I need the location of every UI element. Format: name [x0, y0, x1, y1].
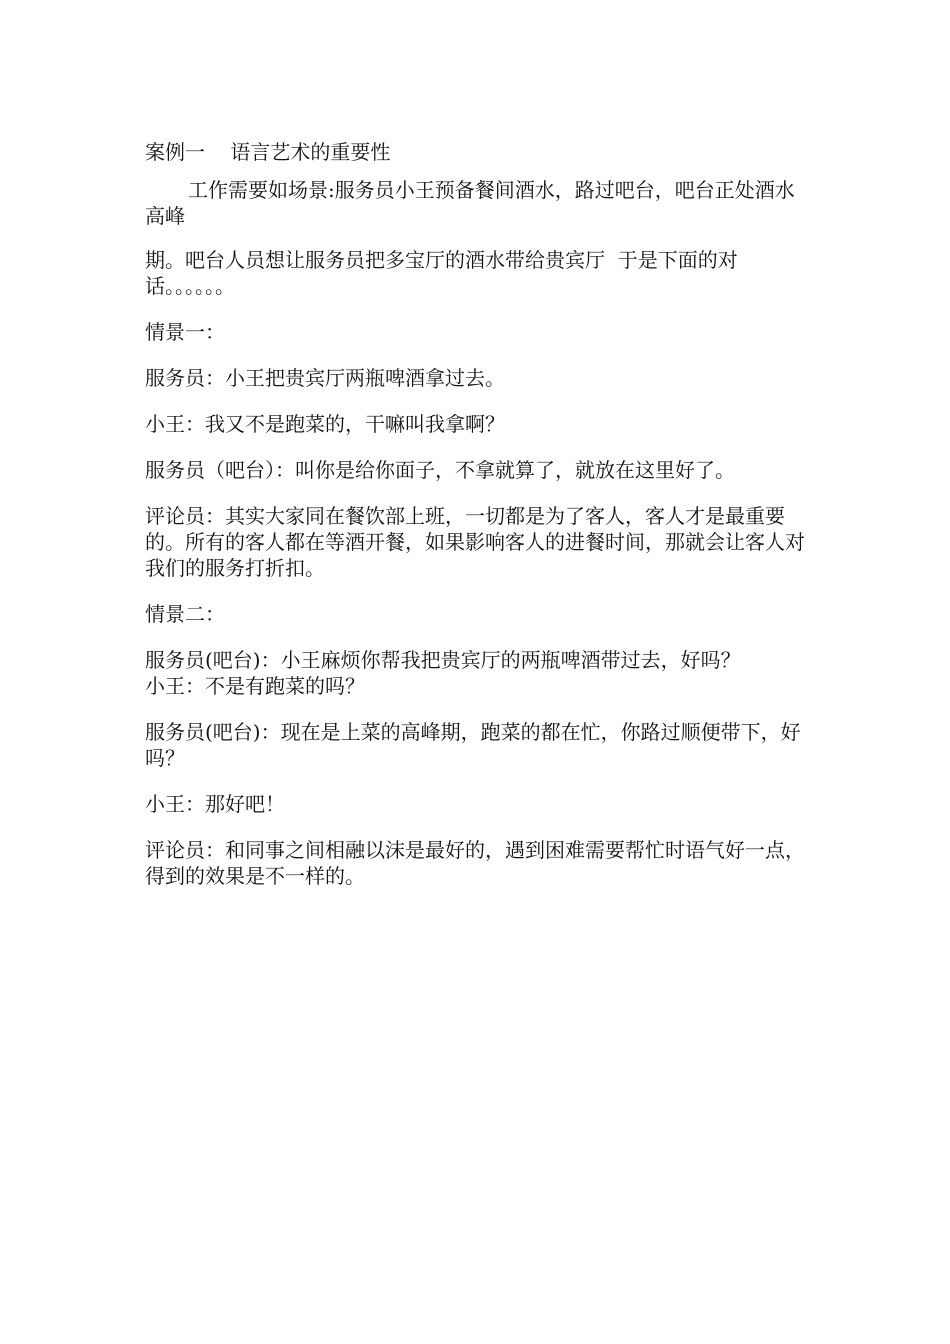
commentary-paragraph: 评论员：其实大家同在餐饮部上班，一切都是为了客人，客人才是最重要的。所有的客人都在等酒开餐，如果影响客人的进餐时间，那就会让客人对我们的服务打折扣。: [145, 504, 805, 580]
dialog-line: 服务员（吧台）：叫你是给你面子，不拿就算了，就放在这里好了。: [145, 458, 735, 482]
scene-intro-line2: 期。吧台人员想让服务员把多宝厅的酒水带给贵宾厅 于是下面的对话。。。。。。: [145, 248, 738, 298]
dialog-line: 服务员：小王把贵宾厅两瓶啤酒拿过去。: [145, 366, 505, 390]
scene-one-heading: 情景一：: [145, 320, 225, 344]
scene-intro-line1: 工作需要如场景:服务员小王预备餐间酒水，路过吧台，吧台正处酒水高峰: [145, 178, 795, 228]
case-title: 案例一 语言艺术的重要性: [145, 140, 391, 164]
dialog-line: 服务员(吧台)：现在是上菜的高峰期，跑菜的都在忙，你路过顺便带下，好吗？: [145, 720, 801, 770]
scene-two-heading: 情景二：: [145, 602, 225, 626]
dialog-line: 小王：不是有跑菜的吗？: [145, 674, 365, 698]
document-body: [145, 139, 810, 909]
dialog-line: 小王：那好吧！: [145, 792, 285, 816]
dialog-line: 服务员(吧台)：小王麻烦你帮我把贵宾厅的两瓶啤酒带过去，好吗？: [145, 648, 741, 672]
dialog-line: 小王：我又不是跑菜的，干嘛叫我拿啊？: [145, 412, 505, 436]
commentary-paragraph: 评论员：和同事之间相融以沫是最好的，遇到困难需要帮忙时语气好一点，得到的效果是不一样的。: [145, 838, 805, 888]
